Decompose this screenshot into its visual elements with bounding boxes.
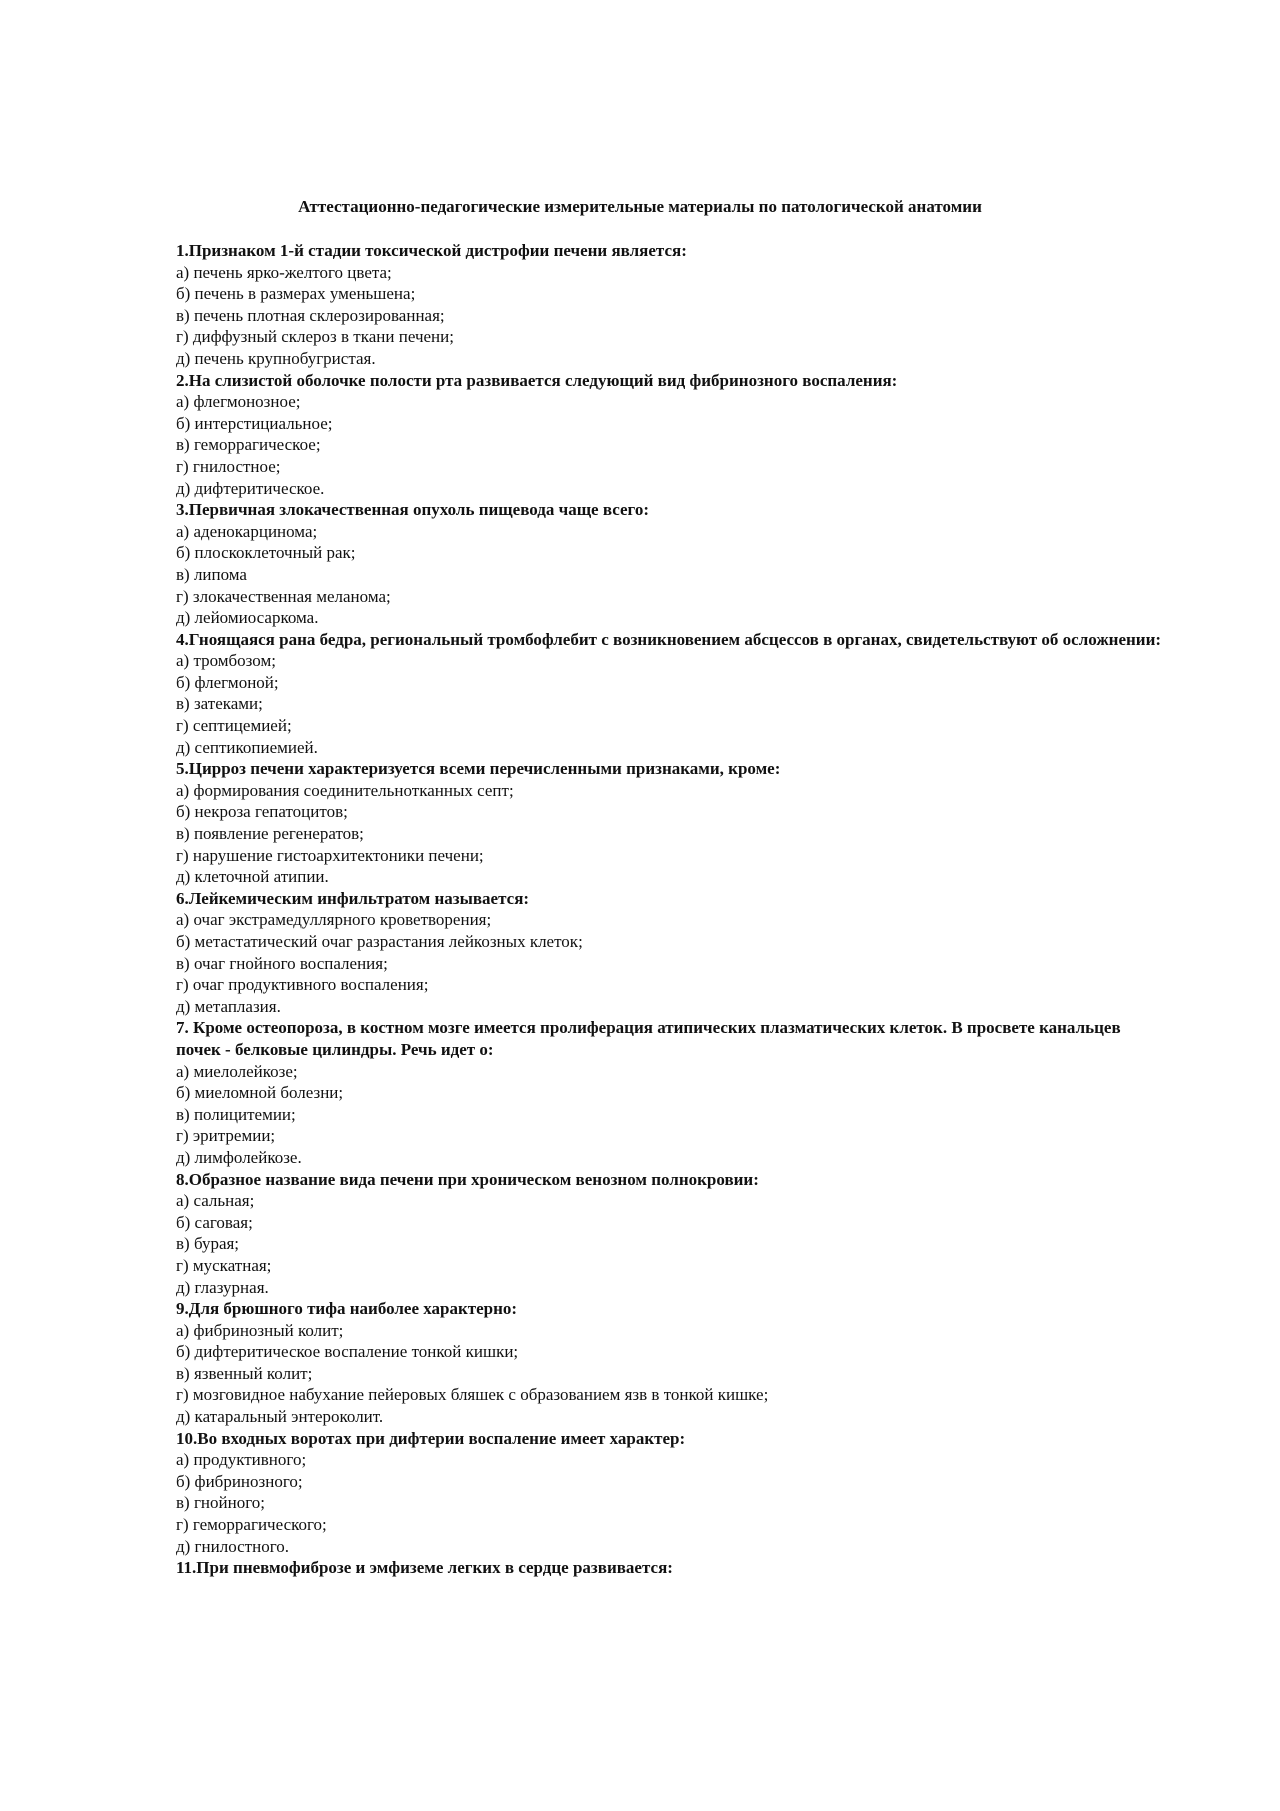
answer-option: г) геморрагического;: [176, 1515, 327, 1535]
answer-option: в) затеками;: [176, 694, 263, 714]
answer-option: г) мускатная;: [176, 1255, 272, 1275]
answer-option: а) печень ярко-желтого цвета;: [176, 262, 392, 282]
answer-option: а) аденокарцинома;: [176, 521, 318, 541]
question-block: [176, 1017, 1166, 1168]
question-text: 1.Признаком 1-й стадии токсической дистрофии печени является:: [176, 241, 687, 260]
question-text: 2.На слизистой оболочке полости рта развивается следующий вид фибринозного воспаления:: [176, 370, 898, 390]
answer-option: в) появление регенератов;: [176, 824, 364, 844]
answer-option: б) фибринозного;: [176, 1471, 303, 1491]
answer-option: а) флегмонозное;: [176, 392, 301, 412]
answer-option: б) флегмоной;: [176, 672, 279, 692]
question-block: [176, 1557, 1166, 1579]
answer-option: д) катаральный энтероколит.: [176, 1407, 384, 1427]
question-block: [176, 499, 1166, 629]
question-text: 5.Цирроз печени характеризуется всеми перечисленными признаками, кроме:: [176, 759, 781, 779]
answer-option: г) мозговидное набухание пейеровых бляшек с образованием язв в тонкой кишке;: [176, 1385, 769, 1405]
answer-option: д) метаплазия.: [176, 996, 281, 1016]
answer-option: а) фибринозный колит;: [176, 1320, 344, 1340]
answer-option: в) язвенный колит;: [176, 1363, 313, 1383]
question-block: [176, 1169, 1166, 1299]
answer-option: г) гнилостное;: [176, 456, 281, 476]
answer-option: в) геморрагическое;: [176, 435, 321, 455]
answer-option: д) лейомиосаркома.: [176, 608, 319, 628]
answer-option: в) гнойного;: [176, 1493, 265, 1513]
answer-option: а) миелолейкозе;: [176, 1061, 298, 1081]
answer-option: г) очаг продуктивного воспаления;: [176, 975, 429, 995]
answer-option: г) септицемией;: [176, 716, 292, 736]
answer-option: д) клеточной атипии.: [176, 867, 329, 887]
answer-option: б) печень в размерах уменьшена;: [176, 284, 416, 304]
question-text: 6.Лейкемическим инфильтратом называется:: [176, 888, 530, 908]
answer-option: в) печень плотная склерозированная;: [176, 305, 445, 325]
question-text: 8.Образное название вида печени при хроническом венозном полнокровии:: [176, 1169, 759, 1189]
answer-option: д) печень крупнобугристая.: [176, 348, 376, 368]
question-text: 3.Первичная злокачественная опухоль пищевода чаще всего:: [176, 500, 649, 520]
answer-option: д) септикопиемией.: [176, 737, 318, 757]
answer-option: а) тромбозом;: [176, 651, 276, 671]
answer-option: д) лимфолейкозе.: [176, 1147, 302, 1167]
question-block: [176, 240, 1166, 370]
answer-option: д) гнилостного.: [176, 1536, 290, 1556]
answer-option: а) формирования соединительнотканных септ;: [176, 780, 514, 800]
document-title: Аттестационно-педагогические измерительные материалы по патологической анатомии: [298, 197, 982, 216]
question-text: 9.Для брюшного тифа наиболее характерно:: [176, 1299, 518, 1319]
answer-option: г) злокачественная меланома;: [176, 586, 391, 606]
answer-option: г) нарушение гистоархитектоники печени;: [176, 845, 484, 865]
question-list: [176, 240, 1166, 1579]
answer-option: б) некроза гепатоцитов;: [176, 802, 348, 822]
answer-option: б) плоскоклеточный рак;: [176, 543, 356, 563]
answer-option: а) сальная;: [176, 1191, 255, 1211]
answer-option: г) диффузный склероз в ткани печени;: [176, 327, 454, 347]
question-block: [176, 629, 1166, 759]
question-block: [176, 758, 1166, 888]
question-block: [176, 370, 1166, 500]
question-block: [176, 1298, 1166, 1428]
answer-option: д) глазурная.: [176, 1277, 269, 1297]
question-block: [176, 888, 1166, 1018]
answer-option: а) продуктивного;: [176, 1450, 307, 1470]
answer-option: б) миеломной болезни;: [176, 1083, 344, 1103]
question-text: 4.Гноящаяся рана бедра, региональный тромбофлебит с возникновением абсцессов в органах, свидетельствуют об осложнении:: [176, 629, 1162, 649]
answer-option: б) саговая;: [176, 1212, 253, 1232]
answer-option: в) липома: [176, 564, 247, 584]
answer-option: в) полицитемии;: [176, 1104, 296, 1124]
answer-option: в) бурая;: [176, 1234, 240, 1254]
answer-option: в) очаг гнойного воспаления;: [176, 953, 388, 973]
answer-option: д) дифтеритическое.: [176, 478, 325, 498]
question-block: [176, 1428, 1166, 1558]
answer-option: а) очаг экстрамедуллярного кроветворения;: [176, 910, 492, 930]
question-text: 7. Кроме остеопороза, в костном мозге имеется пролиферация атипических плазматических клеток. В просвете канальцев почек - белковые цилиндры. Речь идет о:: [176, 1018, 1121, 1059]
answer-option: б) метастатический очаг разрастания лейкозных клеток;: [176, 932, 583, 951]
answer-option: б) интерстициальное;: [176, 413, 333, 433]
question-text: 10.Во входных воротах при дифтерии воспаление имеет характер:: [176, 1428, 686, 1448]
question-text: 11.При пневмофиброзе и эмфиземе легких в сердце развивается:: [176, 1558, 673, 1578]
answer-option: б) дифтеритическое воспаление тонкой кишки;: [176, 1342, 519, 1362]
answer-option: г) эритремии;: [176, 1126, 276, 1146]
